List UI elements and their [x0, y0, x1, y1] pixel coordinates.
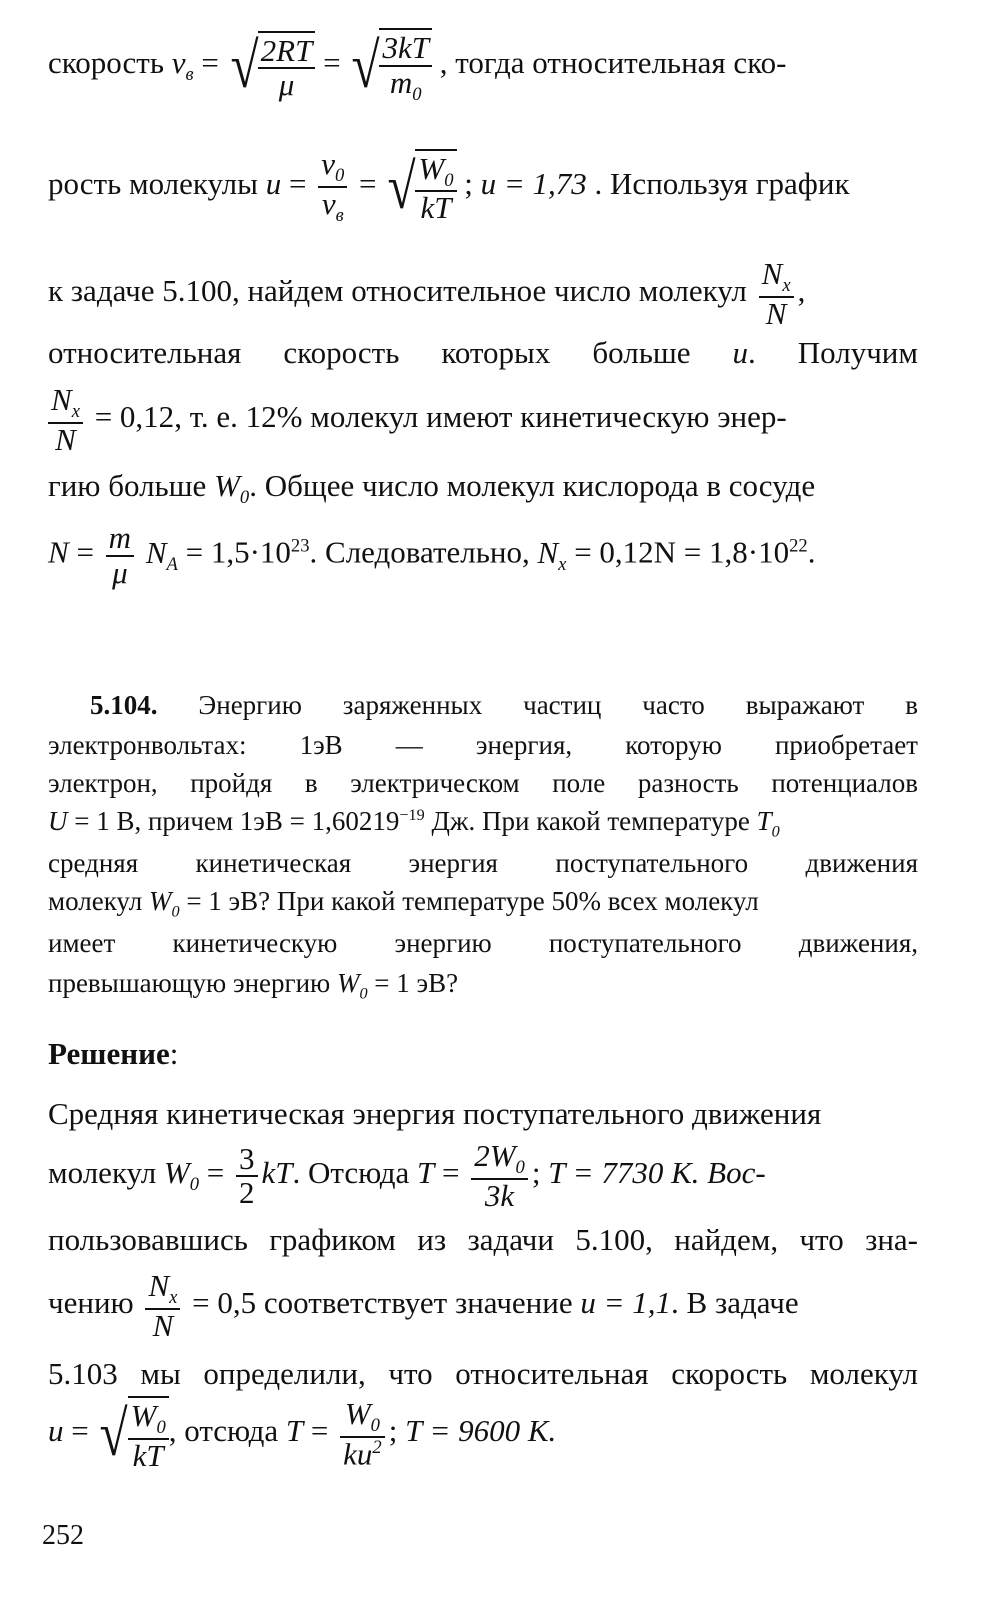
text: ; — [464, 165, 481, 201]
equals: = — [359, 165, 377, 201]
solution-line-3 — [48, 1222, 918, 1258]
text: рость молекулы — [48, 165, 266, 201]
fraction-W0-ku2: $\frac{W_0}{ku^2}$ — [340, 1398, 385, 1471]
text: = 1 В, причем 1эВ = 1,60219 — [67, 806, 400, 836]
text: . Используя график — [594, 165, 850, 201]
text: молекул — [48, 886, 149, 916]
problem-line-3 — [48, 768, 918, 799]
text-line-7 — [48, 522, 918, 589]
text: , отсюда — [168, 1413, 286, 1449]
text: , — [797, 273, 806, 309]
text: чению — [48, 1285, 142, 1321]
problem-line-2 — [48, 730, 918, 761]
exponent: 22 — [789, 535, 808, 557]
text: . Получим — [748, 335, 918, 370]
W0-symbol: $W_0$ — [163, 1155, 200, 1196]
text-line-5 — [48, 384, 918, 456]
text: молекул — [48, 1155, 164, 1191]
Nx-symbol: $N_x$ — [537, 534, 567, 575]
sqrt-W0-kT: √ $\frac{W_0}{kT}$ — [96, 1396, 168, 1472]
vb-symbol: $v_в$ — [171, 45, 194, 86]
text: Энергию заряженных частиц часто выражают в — [157, 690, 918, 720]
value: = 0,12 — [94, 399, 175, 435]
text: ; — [531, 1155, 549, 1191]
fraction-Nx-N: $\frac{N_x}{N}$ — [48, 384, 83, 456]
problem-line-5 — [48, 848, 918, 879]
text-line-1 — [48, 28, 918, 104]
text: Средняя кинетическая энергия поступательного движения — [48, 1096, 822, 1131]
fraction-Nx-N: $\frac{N_x}{N}$ — [145, 1270, 180, 1342]
T-symbol: T — [285, 1413, 304, 1449]
problem-line-8 — [48, 968, 918, 1003]
value: = 0,12N = 1,8·10 — [574, 534, 790, 570]
problem-line-6 — [48, 886, 918, 921]
solution-line-2 — [48, 1140, 918, 1212]
equals: = — [288, 165, 307, 201]
text: . — [807, 534, 816, 570]
W0-symbol: $W_0$ — [148, 886, 180, 921]
problem-number: 5.104. — [90, 690, 158, 720]
equals: = — [323, 45, 341, 81]
text-line-4 — [48, 335, 918, 371]
equals: = — [71, 1413, 89, 1449]
equals: = — [206, 1155, 225, 1191]
text: пользовавшись графиком из задачи 5.100, найдем, что зна- — [48, 1222, 918, 1257]
T-value: T = 7730 К. Вос- — [548, 1155, 766, 1191]
T0-symbol: $T_0$ — [756, 806, 780, 841]
fraction-2W0-3k: $\frac{2W_0}{3k}$ — [471, 1140, 528, 1212]
text: 5.103 мы определили, что относительная скорость молекул — [48, 1356, 918, 1391]
text: к задаче 5.100, найдем относительное число молекул — [48, 273, 755, 309]
text: = 1 эВ? При какой температуре 50% всех молекул — [179, 886, 759, 916]
equals: = — [310, 1413, 329, 1449]
equals: = — [441, 1155, 460, 1191]
equals: = — [201, 45, 219, 81]
text: скорость — [48, 45, 172, 81]
NA-symbol: $N_A$ — [145, 534, 178, 575]
solution-line-1 — [48, 1096, 918, 1132]
text: , т. е. 12% молекул имеют кинетическую энер- — [174, 399, 787, 435]
problem-line-1 — [90, 690, 918, 721]
solution-line-5 — [48, 1356, 918, 1392]
page-number: 252 — [42, 1520, 84, 1551]
problem-line-4 — [48, 806, 918, 841]
u-value: u = 1,1 — [580, 1285, 672, 1321]
problem-line-7 — [48, 928, 918, 959]
text: = 1 эВ? — [367, 968, 459, 998]
W0-symbol: $W_0$ — [214, 468, 250, 509]
equals: = — [76, 534, 94, 570]
text: ; — [388, 1413, 406, 1449]
u-symbol: u — [48, 1413, 64, 1449]
text: Дж. При какой температуре — [424, 806, 757, 836]
solution-line-4 — [48, 1270, 918, 1342]
exponent: −19 — [399, 806, 425, 824]
kT: kT — [261, 1155, 293, 1191]
value: = 1,5·10 — [185, 534, 291, 570]
sqrt-2RT-mu: √ $\frac{2RT}{\mu}$ — [227, 31, 316, 102]
text: превышающую энергию — [48, 968, 337, 998]
T-symbol: T — [416, 1155, 435, 1191]
text: = 0,5 соответствует значение — [192, 1285, 581, 1321]
T-value: T = 9600 К. — [405, 1413, 557, 1449]
text: . Следовательно, — [309, 534, 538, 570]
text-line-3 — [48, 258, 918, 330]
text: . Отсюда — [292, 1155, 417, 1191]
sqrt-W0-kT: √ $\frac{W_0}{kT}$ — [384, 149, 456, 225]
text: средняя кинетическая энергия поступательного движения — [48, 848, 918, 878]
sqrt-3kT-m0: √ $\frac{3kT}{m_0}$ — [348, 28, 432, 104]
text: электрон, пройдя в электрическом поле разность потенциалов — [48, 768, 918, 798]
text: гию больше — [48, 468, 215, 503]
N-symbol: N — [48, 534, 69, 570]
text-line-2 — [48, 148, 918, 225]
text: электронвольтах: 1эВ — энергия, которую приобретает — [48, 730, 918, 760]
fraction-m-mu: $\frac{m}{\mu}$ — [106, 522, 134, 589]
text: имеет кинетическую энергию поступательного движения, — [48, 928, 918, 958]
text: . В задаче — [671, 1285, 799, 1321]
solution-header: Решение: — [48, 1036, 179, 1071]
u-value: u = 1,73 — [480, 165, 587, 201]
W0-symbol: $W_0$ — [336, 968, 368, 1003]
u-symbol: u — [732, 335, 748, 370]
fraction-Nx-N: $\frac{N_x}{N}$ — [759, 258, 794, 330]
text: , тогда относительная ско- — [439, 45, 787, 81]
text: . Общее число молекул кислорода в сосуде — [249, 468, 816, 503]
fraction-v0-vb: $\frac{v_0}{v_в}$ — [318, 148, 347, 225]
u-symbol: u — [265, 165, 282, 201]
fraction-3-2: $\frac{3}{2}$ — [236, 1143, 258, 1210]
U-symbol: U — [48, 806, 68, 836]
text-line-6 — [48, 468, 918, 509]
text: относительная скорость которых больше — [48, 335, 733, 370]
exponent: 23 — [290, 535, 310, 557]
solution-line-6 — [48, 1396, 918, 1472]
